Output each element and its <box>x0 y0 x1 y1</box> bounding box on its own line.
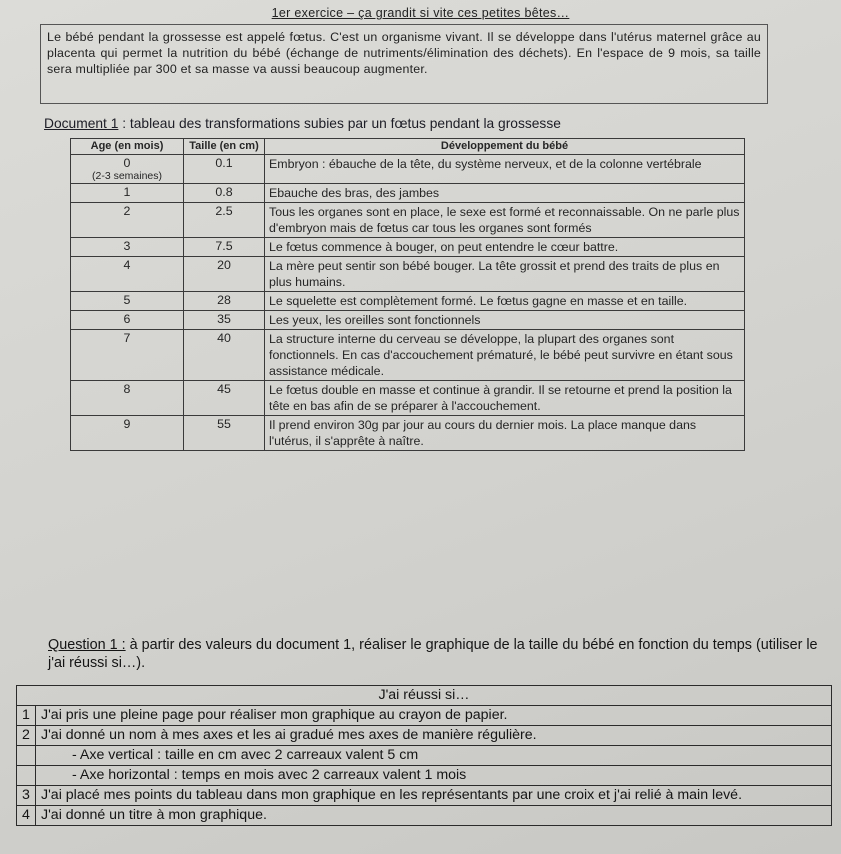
table-row <box>71 155 745 184</box>
header-age: Age (en mois) <box>71 139 184 155</box>
age-cell: 5 <box>71 292 184 311</box>
criteria-text: J'ai placé mes points du tableau dans mon graphique en les représentants par une croix et j'ai relié à main levé. <box>36 786 832 806</box>
criteria-row <box>17 786 832 806</box>
transformations-table <box>70 138 745 451</box>
age-note: (2-3 semaines) <box>91 170 163 182</box>
table-header-row <box>71 139 745 155</box>
criteria-text: J'ai pris une pleine page pour réaliser mon graphique au crayon de papier. <box>36 706 832 726</box>
size-cell: 40 <box>184 330 265 381</box>
age-cell: 6 <box>71 311 184 330</box>
development-cell: Le squelette est complètement formé. Le fœtus gagne en masse et en taille. <box>265 292 745 311</box>
development-cell: La structure interne du cerveau se développe, la plupart des organes sont fonctionnels. En cas d'accouchement prématuré, le bébé peut survivre en étant sous assistance médicale. <box>265 330 745 381</box>
document-label: Document 1 <box>44 116 119 131</box>
size-cell: 55 <box>184 416 265 451</box>
criteria-text: - Axe horizontal : temps en mois avec 2 carreaux valent 1 mois <box>36 766 832 786</box>
criteria-number <box>17 766 36 786</box>
size-cell: 20 <box>184 257 265 292</box>
question-text: à partir des valeurs du document 1, réaliser le graphique de la taille du bébé en fonction du temps (utiliser le j'ai réussi si…). <box>48 637 818 671</box>
criteria-header-row <box>17 686 832 706</box>
size-cell: 45 <box>184 381 265 416</box>
development-cell: Les yeux, les oreilles sont fonctionnels <box>265 311 745 330</box>
document-title-text: : tableau des transformations subies par un fœtus pendant la grossesse <box>118 116 561 131</box>
table-row <box>71 292 745 311</box>
exercise-title: 1er exercice – ça grandit si vite ces petites bêtes… <box>271 6 570 20</box>
criteria-number: 3 <box>17 786 36 806</box>
criteria-row <box>17 726 832 746</box>
success-criteria-table <box>16 685 832 826</box>
table-row <box>71 330 745 381</box>
size-cell: 2.5 <box>184 203 265 238</box>
age-cell: 7 <box>71 330 184 381</box>
age-cell: 2 <box>71 203 184 238</box>
age-value: 0 <box>123 156 131 170</box>
development-cell: Le fœtus double en masse et continue à grandir. Il se retourne et prend la position la tête en bas afin de se préparer à l'accouchement. <box>265 381 745 416</box>
criteria-text: - Axe vertical : taille en cm avec 2 carreaux valent 5 cm <box>36 746 832 766</box>
question-1 <box>48 636 828 672</box>
development-cell: Embryon : ébauche de la tête, du système nerveux, et de la colonne vertébrale <box>265 155 745 184</box>
table-row <box>71 416 745 451</box>
criteria-number: 4 <box>17 806 36 826</box>
criteria-row <box>17 806 832 826</box>
size-cell: 0.1 <box>184 155 265 184</box>
table-row <box>71 311 745 330</box>
criteria-row <box>17 766 832 786</box>
table-row <box>71 381 745 416</box>
criteria-number: 2 <box>17 726 36 746</box>
size-cell: 0.8 <box>184 184 265 203</box>
age-cell: 8 <box>71 381 184 416</box>
intro-box: Le bébé pendant la grossesse est appelé fœtus. C'est un organisme vivant. Il se développe dans l'utérus maternel grâce au placenta qui permet la nutrition du bébé (échange de nutriments/élimination des déchets). En l'espace de 9 mois, sa taille sera multipliée par 300 et sa masse va aussi beaucoup augmenter. <box>40 24 768 104</box>
development-cell: La mère peut sentir son bébé bouger. La tête grossit et prend des traits de plus en plus humains. <box>265 257 745 292</box>
question-label: Question 1 : <box>48 637 126 653</box>
size-cell: 28 <box>184 292 265 311</box>
table-row <box>71 184 745 203</box>
age-cell: 3 <box>71 238 184 257</box>
criteria-text: J'ai donné un titre à mon graphique. <box>36 806 832 826</box>
header-development: Développement du bébé <box>265 139 745 155</box>
criteria-header: J'ai réussi si… <box>17 686 832 706</box>
age-cell: 9 <box>71 416 184 451</box>
age-cell: 1 <box>71 184 184 203</box>
criteria-row <box>17 746 832 766</box>
size-cell: 35 <box>184 311 265 330</box>
development-cell: Le fœtus commence à bouger, on peut entendre le cœur battre. <box>265 238 745 257</box>
table-row <box>71 203 745 238</box>
criteria-number <box>17 746 36 766</box>
criteria-number: 1 <box>17 706 36 726</box>
document-title <box>44 116 784 131</box>
development-cell: Ebauche des bras, des jambes <box>265 184 745 203</box>
size-cell: 7.5 <box>184 238 265 257</box>
table-row <box>71 238 745 257</box>
criteria-text: J'ai donné un nom à mes axes et les ai gradué mes axes de manière régulière. <box>36 726 832 746</box>
age-cell <box>71 155 184 184</box>
criteria-row <box>17 706 832 726</box>
age-cell: 4 <box>71 257 184 292</box>
header-size: Taille (en cm) <box>184 139 265 155</box>
development-cell: Il prend environ 30g par jour au cours du dernier mois. La place manque dans l'utérus, il s'apprête à naître. <box>265 416 745 451</box>
table-row <box>71 257 745 292</box>
development-cell: Tous les organes sont en place, le sexe est formé et reconnaissable. On ne parle plus d'embryon mais de fœtus car tous les organes sont formés <box>265 203 745 238</box>
